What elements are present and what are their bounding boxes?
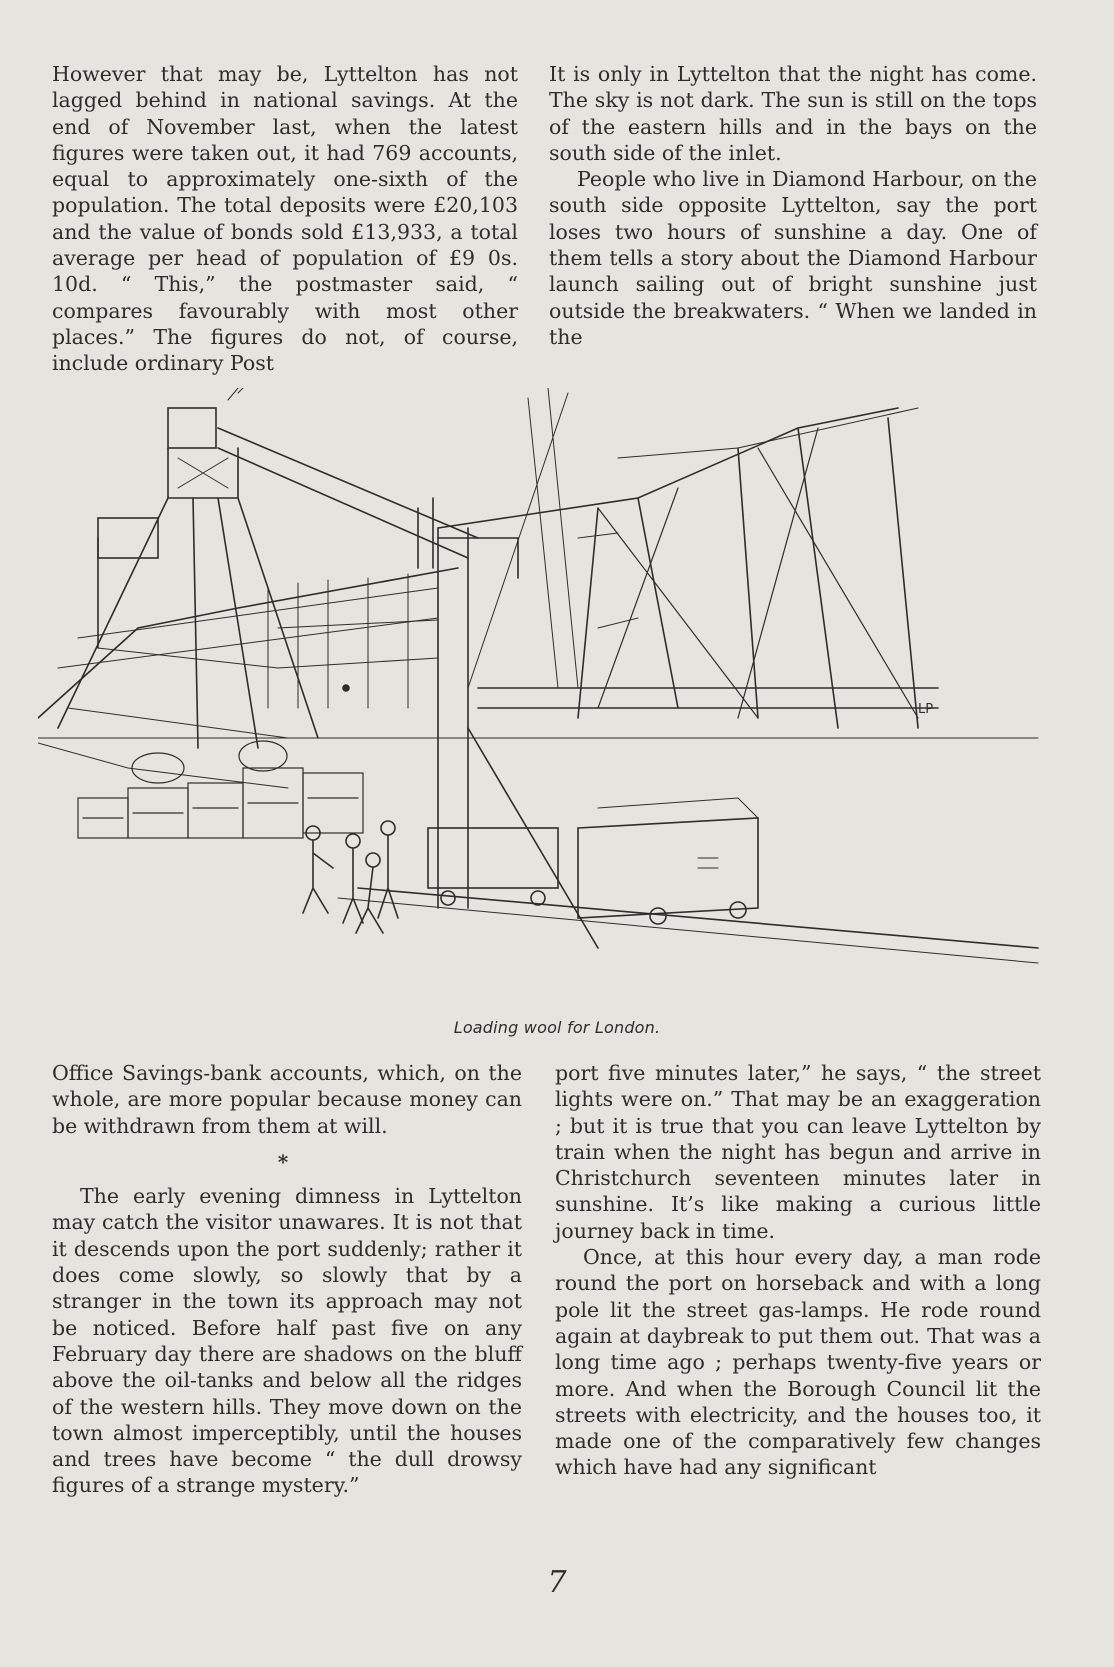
railway-wagons [428,798,758,924]
column-bottom-left [52,1060,522,1499]
paragraph: Once, at this hour every day, a man rode round the port on horseback and with a long pole lit the street gas-lamps. He rode round again at daybreak to put them out. That was a long time ago ; perhaps twenty-five years or more. And when the Borough Council lit the streets with electricity, and the houses too, it made one of the comparatively few changes which have had any significant [555,1245,1041,1480]
illustration-loading-wool [38,388,1078,1008]
paragraph: port five minutes later,” he says, “ the street lights were on.” That may be an exaggeration ; but it is true that you can leave Lyttelton by train when the night has begun and arrive in Christchurch seventeen minutes later in sunshine. It’s like making a curious little journey back in time. [555,1061,1041,1243]
paragraph: People who live in Diamond Harbour, on the south side opposite Lyttelton, say the port loses two hours of sunshine a day. One of them tells a story about the Diamond Harbour launch sailing out of bright sunshine just outside the breakwaters. “ When we landed in the [549,167,1037,349]
column-bottom-right [555,1060,1041,1481]
paragraph: Office Savings-bank accounts, which, on the whole, are more popular because money can be withdrawn from them at will. [52,1061,522,1138]
column-top-right [549,61,1037,350]
workers [303,821,398,933]
column-top-left [52,61,518,377]
wharf-ground [38,738,1038,963]
wool-bales [78,741,363,838]
paragraph: However that may be, Lyttelton has not lagged behind in national savings. At the end of November last, when the latest figures were taken out, it had 769 accounts, equal to approximately one-sixth of the population. The total deposits were £20,103 and the value of bonds sold £13,933, a total average per head of population of £9 0s. 10d. “ This,” the postmaster said, “ compares favourably with most other places.” The figures do not, of course, include ordinary Post [52,62,518,376]
section-separator: * [277,1149,289,1174]
artist-signature: LP [918,702,934,717]
paragraph: It is only in Lyttelton that the night has come. The sky is not dark. The sun is still on the tops of the eastern hills and in the bays on the south side of the inlet. [549,62,1037,165]
page-number: 7 [547,1565,567,1600]
paragraph: The early evening dimness in Lyttelton may catch the visitor unawares. It is not that it descends upon the port suddenly; rather it does come slowly, so slowly that by a stranger in the town its approach may not be noticed. Before half past five on any February day there are shadows on the bluff above the oil-tanks and below all the ridges of the western hills. They move down on the town almost imperceptibly, until the houses and trees have become “ the dull drowsy figures of a strange mystery.” [52,1184,522,1498]
figure-caption: Loading wool for London. [453,1018,661,1037]
ship [38,498,518,718]
right-gantry-crane [438,388,938,948]
